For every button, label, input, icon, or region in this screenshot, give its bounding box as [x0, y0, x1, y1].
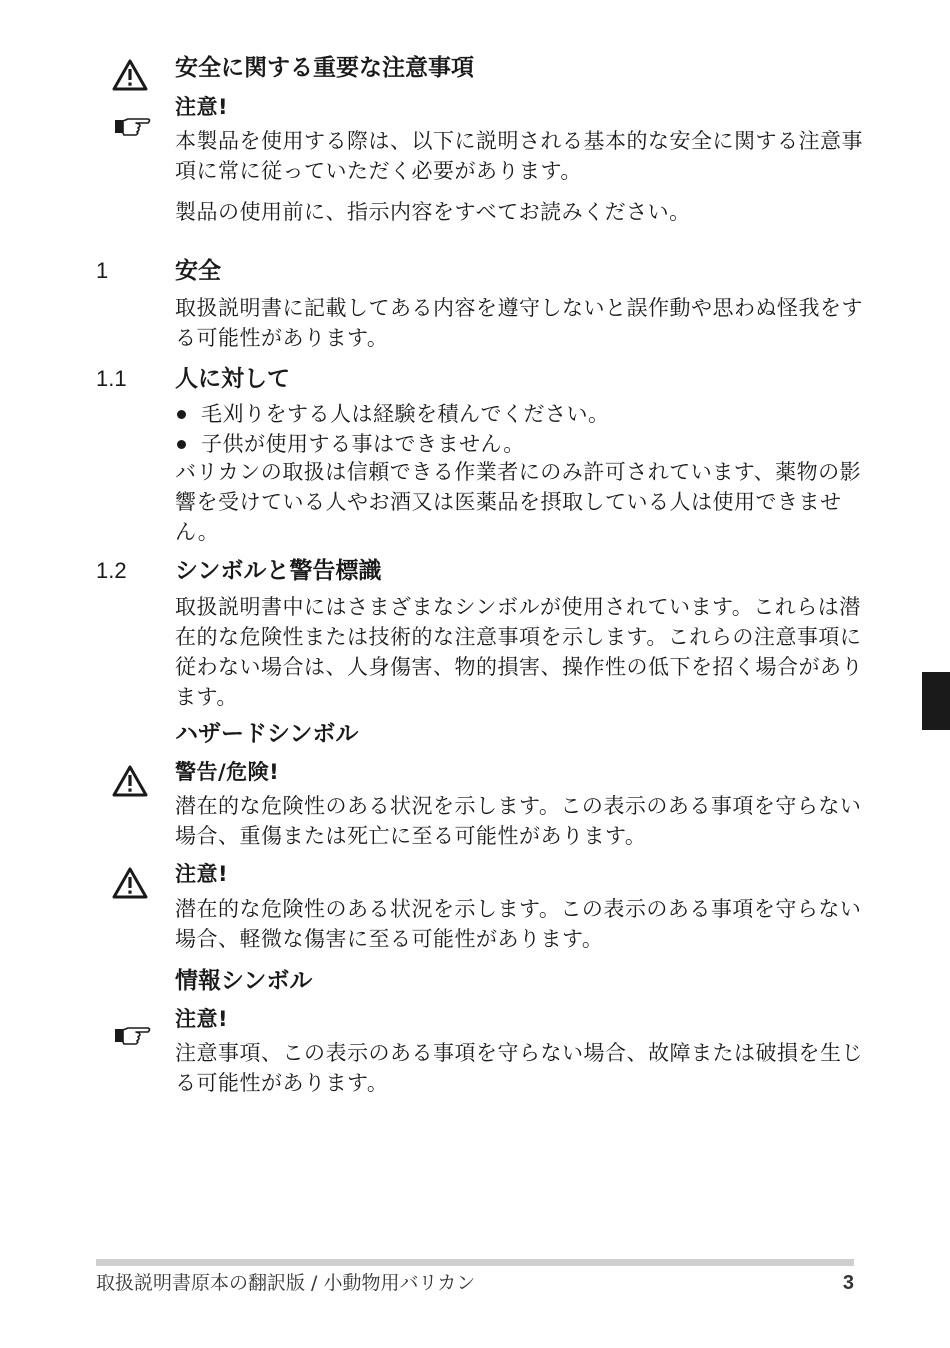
section-1-2-title: シンボルと警告標識 [175, 558, 382, 584]
section-1-1-number: 1.1 [96, 366, 127, 391]
intro-paragraph-1: 本製品を使用する際は、以下に説明される基本的な安全に関する注意事項に常に従っていただく必要があります。 [175, 129, 863, 183]
chapter-tab-marker [922, 672, 950, 730]
warning-danger-body: 潜在的な危険性のある状況を示します。この表示のある事項を守らない場合、重傷または死亡に至る可能性があります。 [175, 794, 862, 848]
hazard-symbols-heading: ハザードシンボル [175, 721, 359, 747]
caution-label: 注意! [175, 862, 229, 886]
intro-paragraph-2: 製品の使用前に、指示内容をすべてお読みください。 [175, 200, 691, 224]
section-1-1-body: バリカンの取扱は信頼できる作業者にのみ許可されています、薬物の影響を受けている人やお酒又は医薬品を摂取している人は使用できません。 [175, 460, 862, 544]
info-symbols-heading: 情報シンボル [175, 968, 313, 994]
safety-notice-title: 安全に関する重要な注意事項 [175, 55, 474, 81]
warning-danger-label: 警告/危険! [175, 760, 280, 784]
section-1-1-bullet-list [175, 399, 865, 459]
warning-triangle-icon [112, 866, 148, 900]
info-notice-body: 注意事項、この表示のある事項を守らない場合、故障または破損を生じる可能性があります。 [175, 1041, 863, 1095]
pointing-hand-icon [114, 1024, 152, 1046]
section-1-2-number: 1.2 [96, 558, 127, 583]
section-1-2-body: 取扱説明書中にはさまざまなシンボルが使用されています。これらは潜在的な危険性または技術的な注意事項を示します。これらの注意事項に従わない場合は、人身傷害、物的損害、操作性の低下を招く場合があります。 [175, 595, 863, 709]
list-item: 毛刈りをする人は経験を積んでください。 [175, 399, 865, 429]
pointing-hand-icon [114, 115, 152, 137]
notice-label: 注意! [175, 95, 229, 119]
list-item: 子供が使用する事はできません。 [175, 429, 865, 459]
section-1-title: 安全 [175, 258, 221, 284]
warning-triangle-icon [112, 58, 148, 92]
section-1-body: 取扱説明書に記載してある内容を遵守しないと誤作動や思わぬ怪我をする可能性があります。 [175, 296, 863, 350]
section-1-1-title: 人に対して [175, 366, 290, 392]
info-notice-label: 注意! [175, 1007, 229, 1031]
section-1-number: 1 [96, 258, 109, 283]
footer-divider [96, 1259, 854, 1266]
footer-document-title: 取扱説明書原本の翻訳版 / 小動物用バリカン [96, 1272, 476, 1294]
page-number: 3 [842, 1272, 854, 1294]
caution-body: 潜在的な危険性のある状況を示します。この表示のある事項を守らない場合、軽微な傷害に至る可能性があります。 [175, 897, 862, 951]
warning-triangle-icon [112, 764, 148, 798]
